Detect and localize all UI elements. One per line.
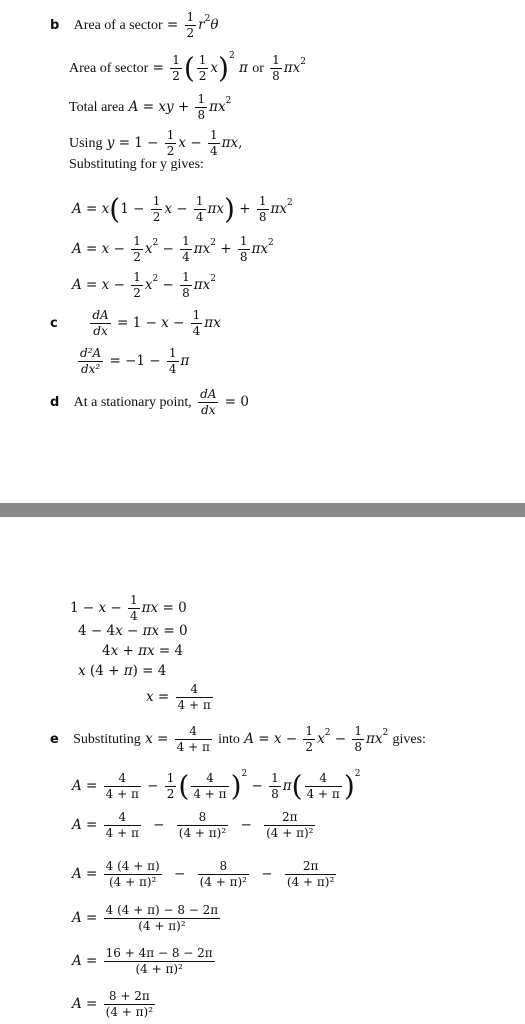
c-line2: $\frac{\text{d²A}}{\text{dx²}}$ = −1 − $\frac{1}{4}$ π — [80, 346, 190, 376]
sector-area-text: Area of a sector — [73, 18, 163, 33]
gives-text: gives: — [392, 732, 426, 747]
b-line8: A = x − $\frac{1}{2}$ $x^2$ − $\frac{1}{8}$ $\pi x^2$ — [72, 270, 216, 300]
e-line5: A = $\frac{4 (4 + \pi) - 8 - 2\pi}{\text{(4 + π)²}}$ — [72, 903, 219, 933]
or-text: or — [252, 61, 264, 76]
fraction: $\frac{1}{2}$ — [172, 53, 180, 83]
e-line6: A = $\frac{16 + 4\pi - 8 - 2\pi}{\text{(4 + π)²}}$ — [72, 946, 213, 976]
fraction: $\frac{1}{2}$ — [198, 53, 207, 83]
d-line6: x = $\frac{4}{4 + \pi}$ — [146, 682, 211, 712]
part-b-label: b — [50, 18, 60, 33]
using-text: Using — [69, 136, 103, 151]
fraction: $\frac{1}{2}$ — [166, 128, 175, 158]
c-line1: c $\frac{dA}{dx}$ = 1 − x − $\frac{1}{4}$ πx — [50, 308, 221, 338]
total-area-text: Total area — [69, 100, 125, 115]
part-c-label: c — [50, 316, 58, 331]
e-line7: A = $\frac{8 + 2\pi}{\text{(4 + π)²}}$ — [72, 989, 154, 1019]
e-line1: e Substituting x = $\frac{4}{4 + \pi}$ into A = x − $\frac{1}{2}$ $x^2$ − $\frac{1}{8}$ $\pi x^2$ gives: — [50, 724, 426, 754]
d-line2: 1 − x − $\frac{1}{4}$ πx = 0 — [70, 593, 187, 623]
sector-of-text: Area of sector — [69, 61, 149, 76]
fraction: $\frac{1}{2}$ — [186, 10, 195, 40]
d-line3: 4 − 4x − πx = 0 — [78, 623, 188, 639]
b-line2: Area of sector = $\frac{1}{2}$ ( $\frac{1}{2}$ x)$^2$ π or $\frac{1}{8}$ $\pi x^2$ — [69, 51, 307, 85]
b-line7: A = x − $\frac{1}{2}$ $x^2$ − $\frac{1}{4}$ $\pi x^2$ + $\frac{1}{8}$ $\pi x^2$ — [72, 234, 274, 264]
fraction: $\frac{1}{8}$ — [197, 92, 206, 122]
d-line4: 4x + πx = 4 — [102, 643, 184, 659]
fraction: $\frac{1}{4}$ — [209, 128, 218, 158]
b-line3: Total area A = xy + $\frac{1}{8}$ $\pi x^2$ — [69, 92, 232, 122]
into-text: into — [218, 732, 240, 747]
e-line2: A = $\frac{4}{4 + \pi}$ − $\frac{1}{2}$ ( $\frac{4}{4 + \pi}$ )$^2$ − $\frac{1}{8}$ π( $\frac{4}{4 + \pi}$ )$^2$ — [72, 769, 361, 803]
e-line4: A = $\frac{4 (4 + \pi)}{\text{(4 + π)²}}$ − $\frac{8}{\text{(4 + π)²}}$ − $\frac{2\pi}{\text{(4 + π)²}}$ — [72, 859, 335, 889]
fraction: $\frac{1}{8}$ — [272, 53, 280, 83]
second-derivative: $\frac{\text{d²A}}{\text{dx²}}$ — [80, 346, 102, 376]
part-e-label: e — [50, 732, 59, 747]
e-line3: A = $\frac{4}{4 + \pi}$ − $\frac{8}{\text{(4 + π)²}}$ − $\frac{2\pi}{\text{(4 + π)²}}$ — [72, 810, 314, 840]
b-line4: Using y = 1 − $\frac{1}{2}$ x − $\frac{1}{4}$ πx, — [69, 128, 243, 158]
derivative: $\frac{dA}{dx}$ — [92, 308, 109, 338]
b-line1: b Area of a sector = $\frac{1}{2}$ $r^2\theta$ — [50, 10, 219, 40]
page-divider — [0, 503, 525, 517]
stationary-text: At a stationary point, — [73, 395, 192, 410]
d-line5: x (4 + π) = 4 — [78, 663, 167, 679]
b-line5 — [69, 156, 204, 173]
part-d-label: d — [50, 395, 60, 410]
substituting-text: Substituting for y gives: — [69, 157, 204, 172]
b-line6: A = x(1 − $\frac{1}{2}$ x − $\frac{1}{4}$ πx) + $\frac{1}{8}$ $\pi x^2$ — [72, 192, 293, 226]
e-substituting-text: Substituting — [73, 732, 141, 747]
d-line1: d At a stationary point, $\frac{dA}{dx}$ = 0 — [50, 387, 249, 417]
